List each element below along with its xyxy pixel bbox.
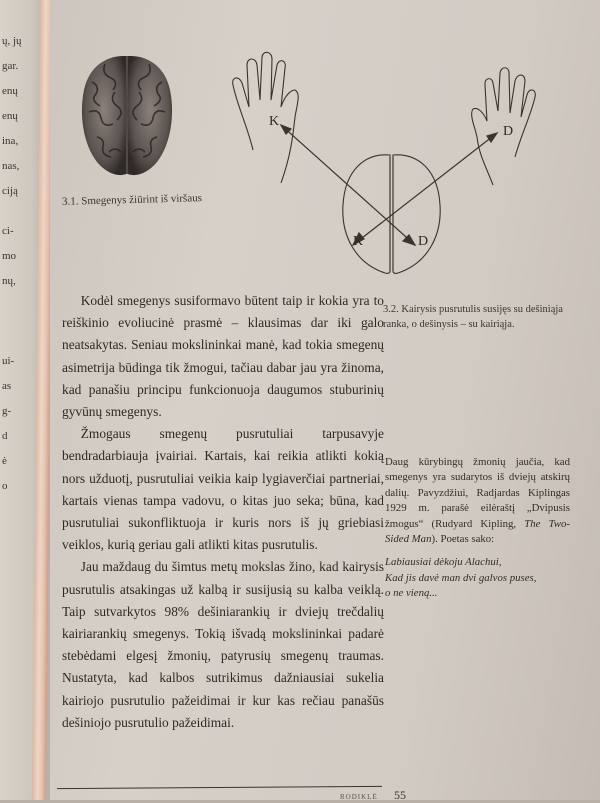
label-left-hand: K [269,114,280,129]
facing-page-text-fragment: as [2,380,12,392]
margin-note-text [385,455,570,547]
paragraph: Jau maždaug du šimtus metų mokslas žino, kad kairysis pusrutulis atsakingas už kalbą ir susijusią su kalba veiklą. Taip sutvarkytos 98% dešiniarankių ir dviejų trečdalių kairiarankių smegenys. Tokią išvadą mokslininkai padarė stebėdami elgesį žmonių, patyrusių smegenų traumas. Nustatyta, kad kalbos sutrikimus dažniausiai sukelia kairiojo pusrutulio pažeidimai ir kur kas rečiau panašūs dešiniojo pusrutulio pažeidimai. [62,559,384,730]
facing-page-text-fragment: nas, [2,160,20,172]
facing-page-text-fragment: enų [2,110,18,122]
facing-page-text-fragment: nų, [2,275,16,287]
hemisphere-hand-diagram [225,45,555,290]
facing-page-text-fragment: ui- [2,355,15,367]
facing-page-text-fragment: ci- [2,225,14,237]
margin-note-outro: ). Poetas sako: [431,533,495,546]
page-number: 55 [394,788,406,802]
facing-page-text-fragment: ų, jų [2,35,22,47]
main-body-text [62,290,384,734]
hands-brain-illustration-icon [225,45,555,290]
figure-caption-3-1: 3.1. Smegenys žiūrint iš viršaus [61,192,203,208]
label-left-hemisphere: K [353,234,364,249]
facing-page-text-fragment: ė [2,455,7,467]
facing-page-text-fragment: o [2,480,8,492]
poem-title: The Two-Sided Man [385,517,570,546]
paragraph: Kodėl smegenys susiformavo būtent taip ir kokia yra to reiškinio evoliucinė prasmė – klausimas dar iki galo neatsakytas. Seniau mokslininkai manė, kad tokia smegenų asimetrija būdinga tik žmogui, tačiau dabar jau yra žinoma, kad panašiu principu funkcionuoja daugumos stuburinių gyvūnų smegenys. [62,293,384,420]
facing-page-text-fragment: mo [2,250,17,262]
facing-page-text-fragment: d [2,430,8,442]
poem-quote [385,555,570,601]
facing-page-text-fragment: ciją [2,185,18,197]
label-right-hand: D [503,124,514,139]
poem-line: o ne vieną... [385,587,438,600]
poem-line: Labiausiai dėkoju Alachui, [385,556,502,569]
paragraph: Žmogaus smegenų pusrutuliai tarpusavyje bendradarbiauja įvairiai. Kartais, kai reikia atlikti kokią nors užduotį, pusrutuliai veikia kaip lygiaverčiai partneriai, kartais vienas tampa vadovu, o kitas juo seka; būna, kad pusrutuliai sukonfliktuoja ir kuris nors iš jų griebiasi veiklos, kurią geriau gali atlikti kitas pusrutulis. [62,426,384,553]
brain-top-view-icon [77,52,177,180]
facing-page-text-fragment: g- [2,405,12,417]
facing-page-text-fragment: gar. [2,60,19,72]
facing-page-text-fragment: enų [2,85,18,97]
figure-caption-3-2: 3.2. Kairysis pusrutulis susijęs su dešiniąja ranka, o dešinysis – su kairiąja. [383,304,563,330]
facing-page-text-fragment: ina, [2,135,19,147]
margin-note-intro: Daug kūrybingų žmonių jaučia, kad smegenys yra sudarytos iš dviejų atskirų dalių. Pavyzdžiui, Radjardas Kiplingas 1929 m. parašė eilėraštį „Dvipusis žmogus“ (Rudyard Kipling, [385,456,570,530]
label-right-hemisphere: D [418,234,429,249]
poem-line: Kad jis davė man dvi galvos puses, [385,571,537,584]
margin-note [385,455,570,602]
running-foot: RODIKLĖ [340,793,378,801]
